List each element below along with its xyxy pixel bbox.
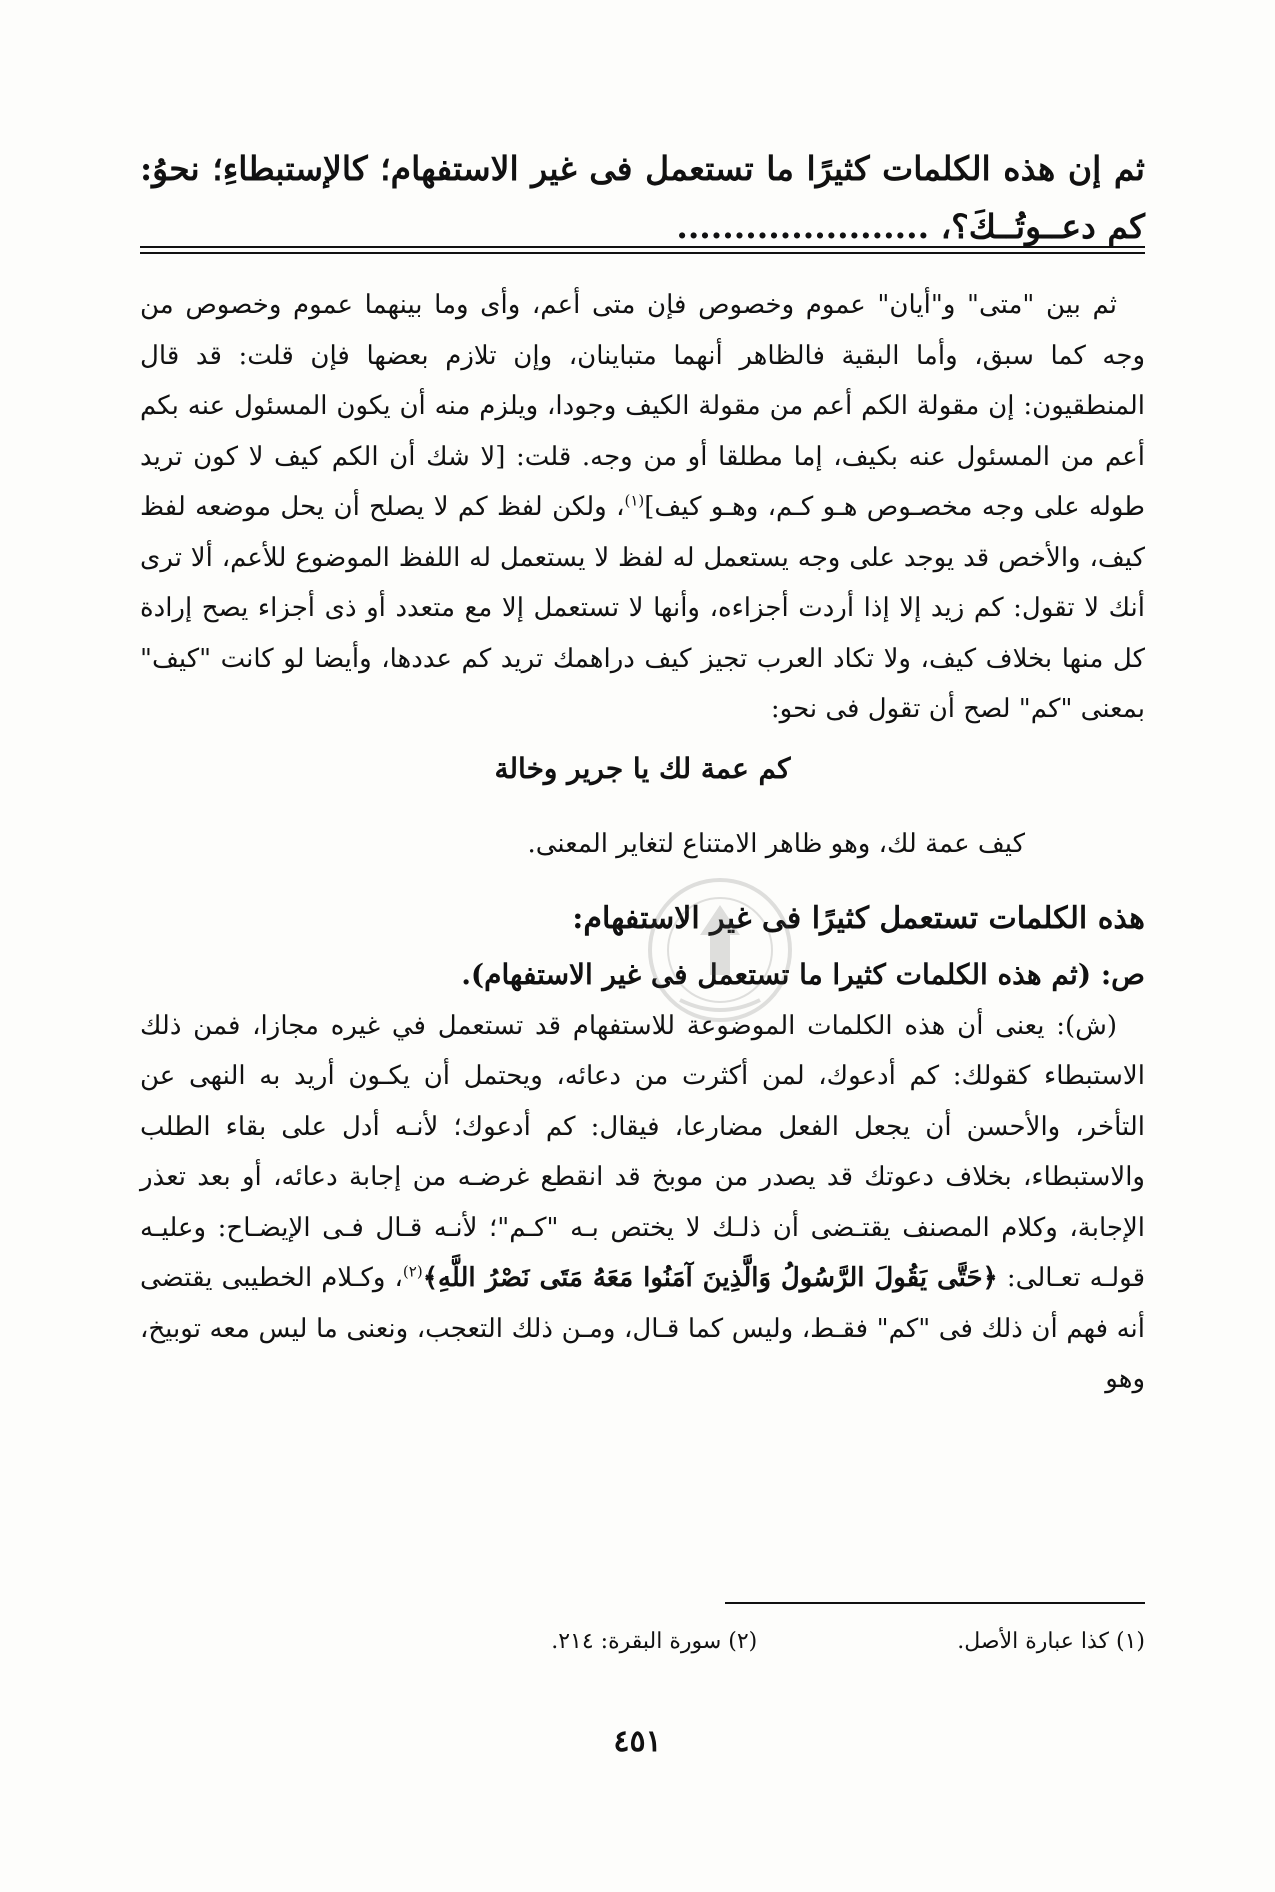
verse-commentary: كيف عمة لك، وهو ظاهر الامتناع لتغاير المعنى. [527,828,1025,859]
footnote-ref-2[interactable]: (٢) [402,1262,423,1281]
sharh-text-2: ، وكـلام الخطيبى يقتضى أنه فهم أن ذلك فى "كم" فقـط، وليس كما قـال، ومـن ذلك التعجب، ونعنى ما ليس معه توبيخ، وهو [140,1263,1145,1394]
page-number: ٤٥١ [613,1724,662,1759]
footnote-divider [725,1602,1145,1604]
paragraph-1-text: ثم بين "متى" و"أيان" عموم وخصوص فإن متى أعم، وأى وما بينهما عموم وخصوص من وجه كما سبق، وأما البقية فالظاهر أنهما متباينان، وإن تلازم بعضها فإن قلت: قد قال المنطقيون: إن مقولة الكم أعم من مقولة الكيف وجودا، ويلزم منه أن يكون المسئول عنه بكم أعم من المسئول عنه بكيف، إما مطلقا أو من وجه. قلت: [لا شك أن الكم كيف لا كون تريد طوله على وجه مخصـوص هـو كـم، وهـو كيف] [140,290,1146,522]
quran-quote: ﴿حَتَّى يَقُولَ الرَّسُولُ وَالَّذِينَ آمَنُوا مَعَهُ مَتَى نَصْرُ اللَّهِ﴾ [422,1263,998,1293]
header-divider-top [140,246,1145,248]
library-seal-icon [620,850,820,1050]
footnote-2: (٢) سورة البقرة: ٢١٤. [551,1629,758,1654]
sharh-text-1: (ش): يعنى أن هذه الكلمات الموضوعة للاستفهام قد تستعمل في غيره مجازا، فمن ذلك الاستبطاء كقولك: كم أدعوك، لمن أكثرت من دعائه، ويحتمل أن يكـون أريد به النهى عن التأخر، والأحسن أن يجعل الفعل مضارعا، فيقال: كم أدعوك؛ لأنـه أدل على بقاء الطلب والاستبطاء، بخلاف دعوتك قد يصدر من موبخ قد انقطع غرضـه من إجابة دعائه، أو بعد تعذر الإجابة، وكلام المصنف يقتـضى أن ذلـك لا يختص بـه "كـم"؛ لأنـه قـال فـى الإيضـاح: وعليـه قولـه تعـالى: [140,1010,1145,1293]
running-header [140,140,1145,256]
footnote-ref-1[interactable]: (١) [624,491,645,510]
section-heading: هذه الكلمات تستعمل كثيرًا فى غير الاستفهام: [572,900,1145,936]
header-title: ثم إن هذه الكلمات كثيرًا ما تستعمل فى غير الاستفهام؛ كالإستبطاءِ؛ نحوُ: كم دعــوتُــكَ؟، ...................... [140,149,1145,246]
footnotes [140,1624,1145,1660]
paragraph-1-continued: ، ولكن لفظ كم لا يصلح أن يحل موضعه لفظ كيف، والأخص قد يوجد على وجه يستعمل له لفظ لا يستعمل له اللفظ الموضوع للأعم، ألا ترى أنك لا تقول: كم زيد إلا إذا أردت أجزاءه، وأنها لا تستعمل إلا مع متعدد أو ذى أجزاء يصح إرادة كل منها بخلاف كيف، ولا تكاد العرب تجيز كيف دراهمك تريد كم عددها، وأيضا لو كانت "كيف" بمعنى "كم" لصح أن تقول فى نحو: [140,492,1145,724]
main-text [140,280,1145,1405]
sharh-paragraph [140,1001,1145,1405]
footnote-1: (١) كذا عبارة الأصل. [957,1629,1145,1654]
poetry-verse: كم عمة لك يا جرير وخالة [494,751,791,785]
paragraph-1 [140,280,1145,735]
matn-line: ص: (ثم هذه الكلمات كثيرا ما تستعمل فى غير الاستفهام). [461,957,1145,991]
header-divider-bottom [140,252,1145,254]
